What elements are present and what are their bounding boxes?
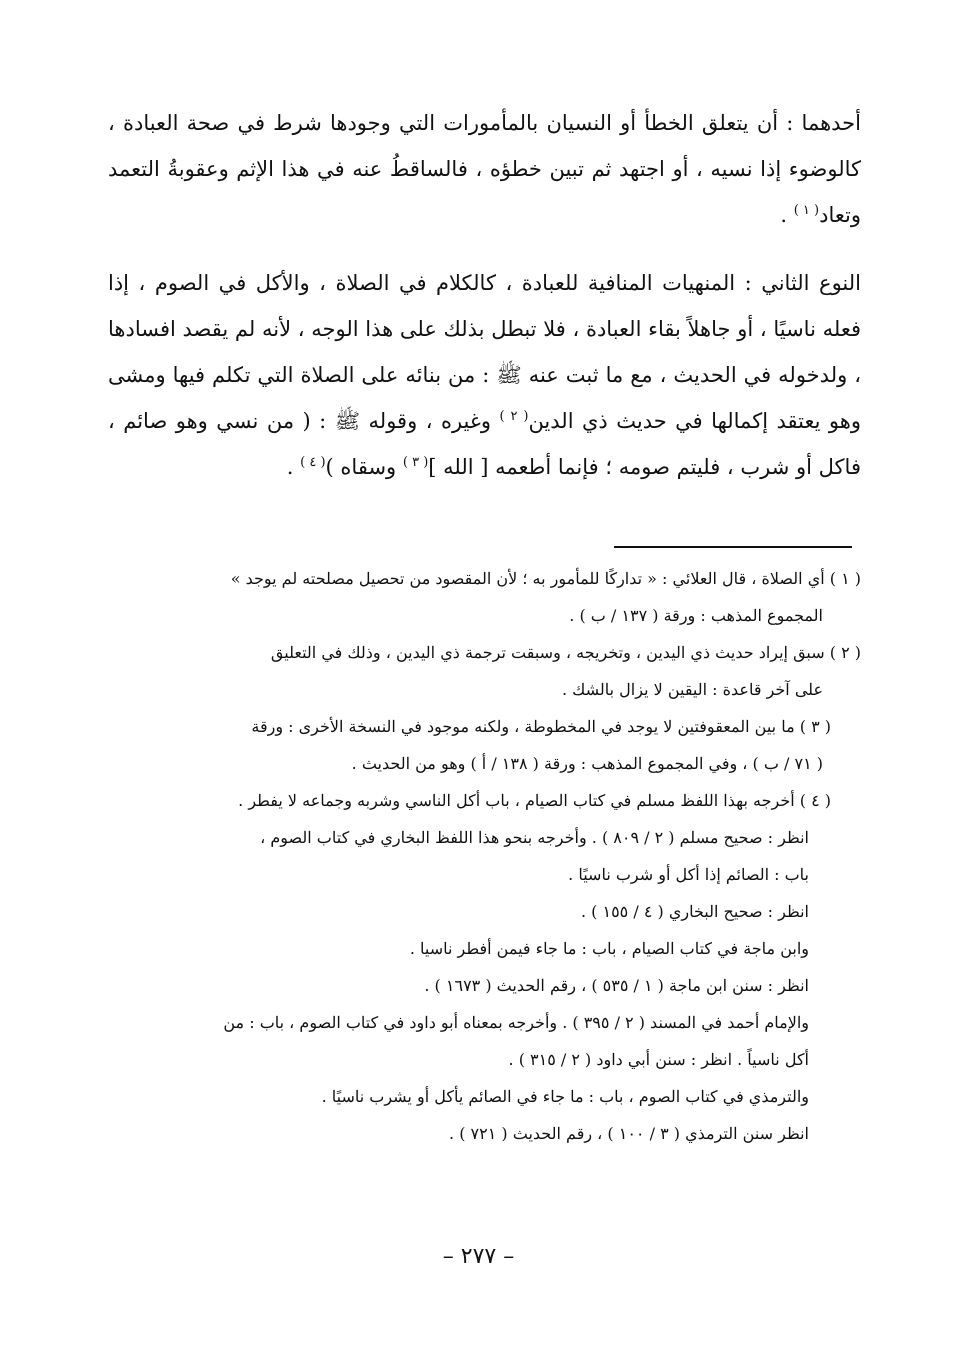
footnote-3 <box>108 708 861 782</box>
page-number: – ٢٧٧ – <box>442 1244 515 1269</box>
footnote-separator <box>614 546 852 548</box>
footnote-4-line-3: باب : الصائم إذا أكل أو شرب ناسيًا . <box>568 865 809 884</box>
footnote-4-line-2: انظر : صحيح مسلم ( ٢ / ٨٠٩ ) . وأخرجه بنحو هذا اللفظ البخاري في كتاب الصوم ، <box>260 828 809 847</box>
footnote-ref-4[interactable]: ( ٤ ) <box>300 455 326 470</box>
footnote-1-line-1: ( ١ ) أي الصلاة ، قال العلائي : « تداركًا للمأمور به ؛ لأن المقصود من تحصيل مصلحته لم يوجد » <box>230 569 861 588</box>
paragraph-1 <box>108 100 861 238</box>
footnote-1-line-2: المجموع المذهب : ورقة ( ١٣٧ / ب ) . <box>569 606 823 625</box>
main-text <box>108 100 861 490</box>
paragraph-1-end: . <box>780 203 794 227</box>
paragraph-2-text-c: وسقاه ) <box>325 455 403 479</box>
footnote-4-line-7: والإمام أحمد في المسند ( ٢ / ٣٩٥ ) . وأخرجه بمعناه أبو داود في كتاب الصوم ، باب : من <box>223 1013 809 1032</box>
footnote-4-line-10: انظر سنن الترمذي ( ٣ / ١٠٠ ) ، رقم الحديث ( ٧٢١ ) . <box>449 1124 809 1143</box>
footnote-3-line-2: ( ٧١ / ب ) ، وفي المجموع المذهب : ورقة ( ١٣٨ / أ ) وهو من الحديث . <box>351 754 823 773</box>
paragraph-2-text-b: وغيره ، وقوله ﷺ : ( من نسي وهو صائم ، فاكل أو شرب ، فليتم صومه ؛ فإنما أطعمه [ الله ] <box>108 409 861 479</box>
footnote-2-line-2: على آخر قاعدة : اليقين لا يزال بالشك . <box>561 680 823 699</box>
footnote-ref-1[interactable]: ( ١ ) <box>793 203 820 218</box>
footnote-1 <box>108 560 861 634</box>
paragraph-2-text-a: النوع الثاني : المنهيات المنافية للعبادة ، كالكلام في الصلاة ، والأكل في الصوم ، إذا فعله ناسيًا ، أو جاهلاً بقاء العبادة ، فلا تبطل بذلك على هذا الوجه ، لأنه لم يقصد افسادها ، ولدخوله في الحديث ، مع ما ثبت عنه ﷺ : من بنائه على الصلاة التي تكلم فيها ومشى وهو يعتقد إكمالها في حديث ذي الدين <box>108 271 861 433</box>
footnote-4-line-1: ( ٤ ) أخرجه بهذا اللفظ مسلم في كتاب الصيام ، باب أكل الناسي وشربه وجماعه لا يفطر . <box>238 791 831 810</box>
footnote-4-line-6: انظر : سنن ابن ماجة ( ١ / ٥٣٥ ) ، رقم الحديث ( ١٦٧٣ ) . <box>424 976 809 995</box>
footnote-4-line-8: أكل ناسياً . انظر : سنن أبي داود ( ٢ / ٣١٥ ) . <box>508 1050 809 1069</box>
footnote-ref-2[interactable]: ( ٢ ) <box>499 409 529 424</box>
footnote-3-line-1: ( ٣ ) ما بين المعقوفتين لا يوجد في المخطوطة ، ولكنه موجود في النسخة الأخرى : ورقة <box>251 717 831 736</box>
paragraph-1-text: أحدهما : أن يتعلق الخطأ أو النسيان بالمأمورات التي وجودها شرط في صحة العبادة ، كالوضوء إذا نسيه ، أو اجتهد ثم تبين خطؤه ، فالساقطُ عنه في هذا الإثم وعقوبةُ التعمد وتعاد <box>108 111 861 227</box>
footnote-4-line-9: والترمذي في كتاب الصوم ، باب : ما جاء في الصائم يأكل أو يشرب ناسيًا . <box>321 1087 809 1106</box>
footnote-4 <box>108 782 861 819</box>
paragraph-2-end: . <box>286 455 301 479</box>
footnote-2-line-1: ( ٢ ) سبق إيراد حديث ذي اليدين ، وتخريجه ، وسبقت ترجمة ذي اليدين ، وذلك في التعليق <box>270 643 861 662</box>
footnotes <box>108 560 861 1152</box>
footnote-ref-3[interactable]: ( ٣ ) <box>402 455 429 470</box>
footnote-2 <box>108 634 861 708</box>
footnote-4-line-5: وابن ماجة في كتاب الصيام ، باب : ما جاء فيمن أفطر ناسيا . <box>409 939 809 958</box>
paragraph-2 <box>108 260 861 490</box>
footnote-4-line-4: انظر : صحيح البخاري ( ٤ / ١٥٥ ) . <box>580 902 809 921</box>
